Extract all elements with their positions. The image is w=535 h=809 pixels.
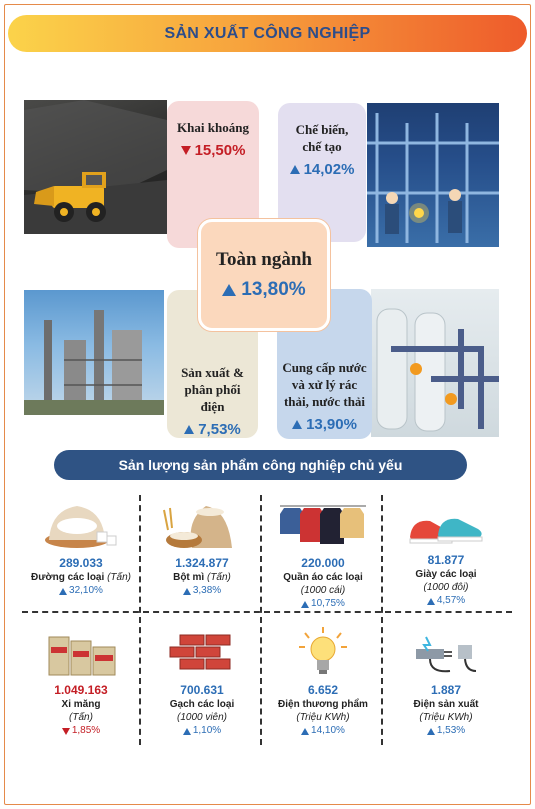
arrow-up-icon [427,598,435,605]
cement-icon [31,625,131,677]
bricks-icon [152,625,252,677]
sector-label: Sản xuất & phân phối điện [181,365,244,414]
title-bar [8,15,527,52]
sugar-icon [31,498,131,550]
product-change: 1,10% [183,724,221,738]
arrow-up-icon [290,165,300,174]
product-change: 32,10% [59,584,103,598]
grid-divider-horizontal [22,611,512,613]
product-unit: (1000 viên) [176,712,228,723]
product-name: Đường các loại (Tấn) [31,572,131,583]
product-value: 81.877 [427,553,465,567]
mining-photo [24,100,167,234]
flour-icon [152,498,252,550]
product-change: 4,57% [427,594,465,608]
sector-value: 15,50% [167,142,259,159]
arrow-up-icon [59,588,67,595]
sector-label: Chế biến, chế tạo [295,122,349,154]
product-unit: (1000 đôi) [423,582,469,593]
sector-value: 13,90% [277,416,372,433]
product-name: Điện sản xuất [413,699,479,710]
product-change: 10,75% [301,597,345,611]
product-unit: (1000 cái) [300,585,346,596]
product-unit: (Tấn) [69,712,93,723]
product-change: 14,10% [301,724,345,738]
manufacturing-photo [367,103,499,247]
section-title: Sản lượng sản phẩm công nghiệp chủ yếu [118,457,403,473]
total-label: Toàn ngành [216,249,312,270]
product-clothes [262,498,384,611]
section-header [54,450,467,480]
sector-value: 14,02% [278,161,366,178]
power-plug-icon [396,625,496,677]
product-value: 220.000 [301,556,345,570]
product-unit: (Triệu KWh) [296,712,350,723]
product-cement [20,625,142,738]
product-value: 700.631 [180,683,224,697]
arrow-up-icon [301,728,309,735]
arrow-up-icon [183,728,191,735]
total-value: 13,80% [222,279,305,301]
product-sugar [20,498,142,598]
arrow-up-icon [301,601,309,608]
arrow-up-icon [183,588,191,595]
page-title: SẢN XUẤT CÔNG NGHIỆP [164,24,371,42]
product-change: 3,38% [183,584,221,598]
arrow-up-icon [292,420,302,429]
clothes-icon [273,498,373,550]
arrow-up-icon [222,284,236,296]
total-industry-card [198,219,330,331]
power-plant-photo [24,290,164,415]
product-name: Gạch các loại [169,699,235,710]
product-bricks [141,625,263,738]
sector-label: Cung cấp nước và xử lý rác thải, nước thải [282,360,367,409]
water-treatment-photo [371,289,499,437]
arrow-up-icon [427,728,435,735]
product-value: 1.324.877 [175,556,229,570]
product-value: 1.887 [430,683,462,697]
product-value: 6.652 [307,683,339,697]
sector-label: Khai khoáng [177,120,249,135]
product-name: Bột mì (Tấn) [173,572,231,583]
arrow-down-icon [181,146,191,155]
arrow-up-icon [184,425,194,434]
product-shoes [385,505,507,608]
shoes-icon [396,505,496,547]
product-change: 1,85% [62,724,100,738]
arrow-down-icon [62,728,70,735]
product-name: Giày các loại [415,569,477,580]
product-change: 1,53% [427,724,465,738]
product-value: 1.049.163 [54,683,108,697]
product-name: Quần áo các loại [283,572,363,583]
sector-value: 7,53% [167,421,258,438]
product-electricity-production [385,625,507,738]
product-value: 289.033 [59,556,103,570]
lightbulb-icon [273,625,373,677]
product-name: Điện thương phẩm [278,699,368,710]
product-flour [141,498,263,598]
product-name: Xi măng [61,699,101,710]
product-commercial-electricity [262,625,384,738]
product-unit: (Triệu KWh) [419,712,473,723]
